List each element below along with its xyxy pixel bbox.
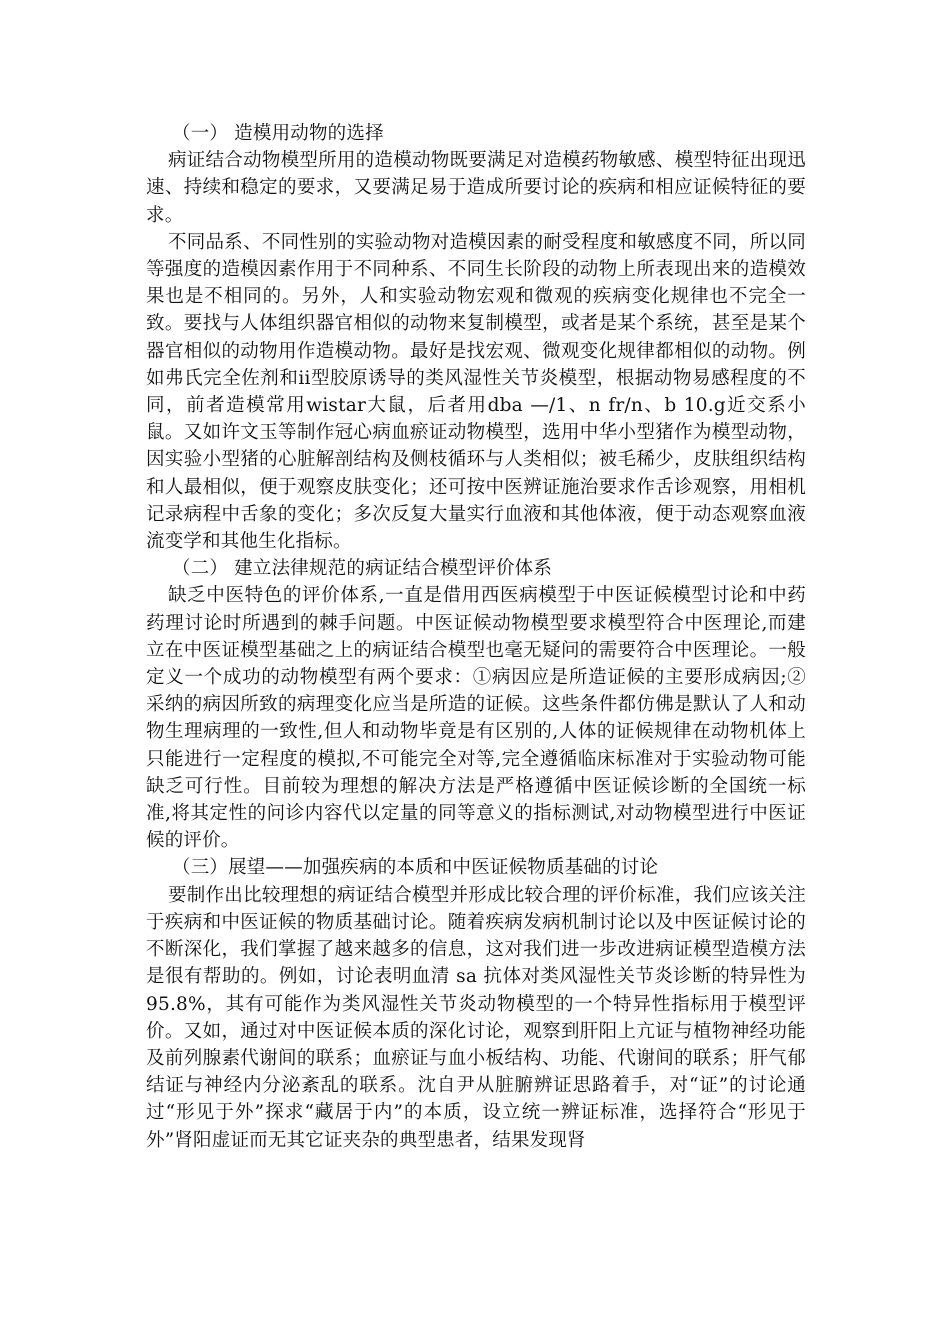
paragraph-model-animal-requirements: 病证结合动物模型所用的造模动物既要满足对造模药物敏感、模型特征出现迅速、持续和稳定的要求，又要满足易于造成所要讨论的疾病和相应证候特征的要求。 <box>146 150 806 226</box>
paragraph-outlook: 要制作出比较理想的病证结合模型并形成比较合理的评价标准，我们应该关注于疾病和中医证候的物质基础讨论。随着疾病发病机制讨论以及中医证候讨论的不断深化，我们掌握了越来越多的信息，这对我们进一步改进病证模型造模方法是很有帮助的。例如，讨论表明血清 sa 抗体对类风湿性关节炎诊断的特异性为95.8%，其有可能作为类风湿性关节炎动物模型的一个特异性指标用于模型评价。又如，通过对中医证候本质的深化讨论，观察到肝阳上亢证与植物神经功能及前列腺素代谢间的联系；血瘀证与血小板结构、功能、代谢间的联系；肝气郁结证与神经内分泌紊乱的联系。沈自尹从脏腑辨证思路着手，对“证”的讨论通过“形见于外”探求“藏居于内”的本质，设立统一辨证标准，选择符合“形见于外”肾阳虚证而无其它证夹杂的典型患者，结果发现肾 <box>146 884 806 1151</box>
section-heading-evaluation-system: （二） 建立法律规范的病证结合模型评价体系 <box>172 558 553 580</box>
paragraph-animal-strain-differences: 不同品系、不同性别的实验动物对造模因素的耐受程度和敏感度不同，所以同等强度的造模因素作用于不同种系、不同生长阶段的动物上所表现出来的造模效果也是不相同的。另外，人和实验动物宏观和微观的疾病变化规律也不完全一致。要找与人体组织器官相似的动物来复制模型，或者是某个系统，甚至是某个器官相似的动物用作造模动物。最好是找宏观、微观变化规律都相似的动物。例如弗氏完全佐剂和ii型胶原诱导的类风湿性关节炎模型，根据动物易感程度的不同，前者造模常用wistar大鼠，后者用dba —/1、n fr/n、b 10.g近交系小鼠。又如许文玉等制作冠心病血瘀证动物模型，选用中华小型猪作为模型动物，因实验小型猪的心脏解剖结构及侧枝循环与人类相似；被毛稀少，皮肤组织结构和人最相似，便于观察皮肤变化；还可按中医辨证施治要求作舌诊观察，用相机记录病程中舌象的变化；多次反复大量实行血液和其他体液，便于动态观察血液流变学和其他生化指标。 <box>146 231 806 553</box>
section-heading-outlook: （三）展望——加强疾病的本质和中医证候物质基础的讨论 <box>172 857 659 879</box>
paragraph-evaluation-system: 缺乏中医特色的评价体系,一直是借用西医病模型于中医证候模型讨论和中药药理讨论时所遇到的棘手问题。中医证候动物模型要求模型符合中医理论,而建立在中医证模型基础之上的病证结合模型也毫无疑问的需要符合中医理论。一般定义一个成功的动物模型有两个要求：①病因应是所造证候的主要形成病因;② 采纳的病因所致的病理变化应当是所造的证候。这些条件都仿佛是默认了人和动物生理病理的一致性,但人和动物毕竟是有区别的,人体的证候规律在动物机体上只能进行一定程度的模拟,不可能完全对等,完全遵循临床标准对于实验动物可能缺乏可行性。目前较为理想的解决方法是严格遵循中医证候诊断的全国统一标准,将其定性的问诊内容代以定量的同等意义的指标测试,对动物模型进行中医证候的评价。 <box>146 585 806 852</box>
document-page <box>146 120 806 1154</box>
section-heading-animal-selection: （一） 造模用动物的选择 <box>172 123 384 144</box>
